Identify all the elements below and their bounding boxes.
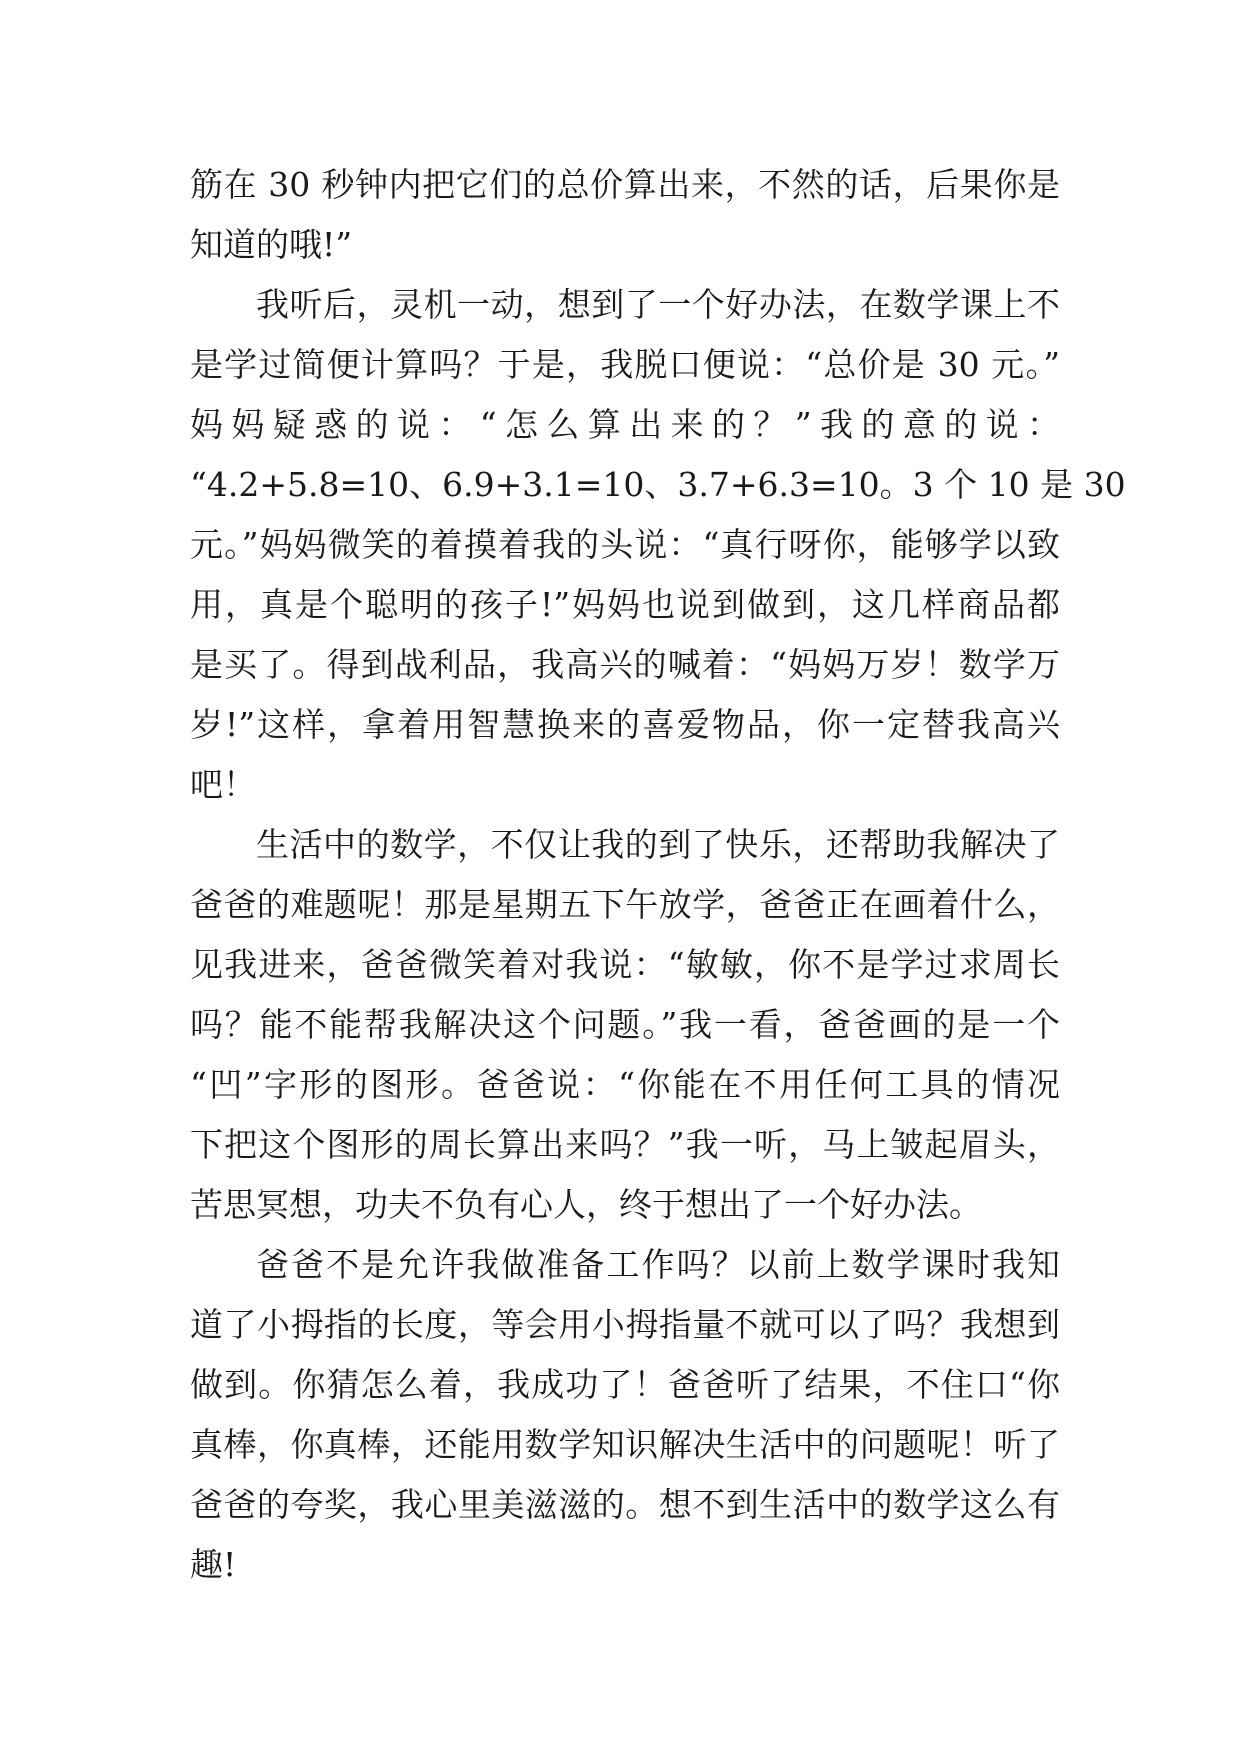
text-line: “4.2+5.8=10、6.9+3.1=10、3.7+6.3=10。3 个 10 是 30 [190,465,1126,504]
paragraph-start-line: 生活中的数学，不仅让我的到了快乐，还帮助我解决了 [256,825,1060,864]
text-line: 道了小拇指的长度，等会用小拇指量不就可以了吗？我想到 [190,1305,1060,1344]
text-line: 真棒，你真棒，还能用数学知识解决生活中的问题呢！听了 [190,1425,1060,1464]
text-line: 筋在 30 秒钟内把它们的总价算出来，不然的话，后果你是 [190,165,1060,204]
text-line: 是学过简便计算吗？于是，我脱口便说：“总价是 30 元。” [190,345,1060,384]
text-line: 趣! [190,1545,237,1584]
text-line: 是买了。得到战利品，我高兴的喊着：“妈妈万岁！数学万 [190,645,1060,684]
text-line: 爸爸的夸奖，我心里美滋滋的。想不到生活中的数学这么有 [190,1485,1060,1524]
paragraph-start-line: 我听后，灵机一动，想到了一个好办法，在数学课上不 [256,285,1060,324]
text-line: 元。”妈妈微笑的着摸着我的头说：“真行呀你，能够学以致 [190,525,1060,564]
text-line: 苦思冥想，功夫不负有心人，终于想出了一个好办法。 [190,1185,982,1224]
text-line: 岁!”这样，拿着用智慧换来的喜爱物品，你一定替我高兴 [190,705,1060,744]
text-line: 做到。你猜怎么着，我成功了！爸爸听了结果，不住口“你 [190,1365,1060,1404]
text-line: 见我进来，爸爸微笑着对我说：“敏敏，你不是学过求周长 [190,945,1060,984]
text-line: 妈妈疑惑的说：“怎么算出来的？”我的意的说： [190,405,1060,444]
text-line: 吧！ [190,765,256,804]
text-line: 用，真是个聪明的孩子!”妈妈也说到做到，这几样商品都 [190,585,1060,624]
text-line: 下把这个图形的周长算出来吗？”我一听，马上皱起眉头， [190,1125,1060,1164]
text-line: 吗？能不能帮我解决这个问题。”我一看，爸爸画的是一个 [190,1005,1060,1044]
text-line: 知道的哦!” [190,225,353,264]
essay-body [190,155,1126,1595]
text-line: 爸爸的难题呢！那是星期五下午放学，爸爸正在画着什么， [190,885,1060,924]
paragraph-start-line: 爸爸不是允许我做准备工作吗？以前上数学课时我知 [256,1245,1060,1284]
text-line: “凹”字形的图形。爸爸说：“你能在不用任何工具的情况 [190,1065,1060,1104]
